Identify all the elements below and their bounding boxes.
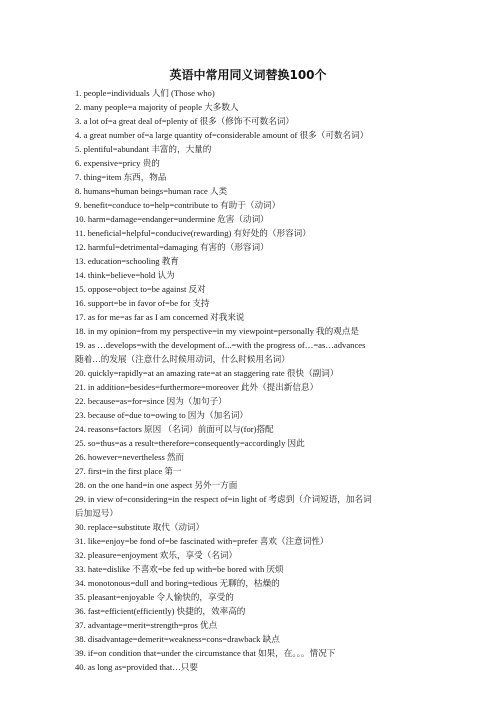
synonym-entry: 35. pleasant=enjoyable 令人愉快的，享受的 xyxy=(75,592,234,602)
synonym-entry: 14. think=believe=hold 认为 xyxy=(75,270,175,280)
synonym-entry: 12. harmful=detrimental=damaging 有害的（形容词） xyxy=(75,242,269,252)
document-title: 英语中常用同义词替换100个 xyxy=(169,68,327,82)
synonym-entry: 后加逗号） xyxy=(75,508,118,518)
synonym-entry: 28. on the one hand=in one aspect 另外一方面 xyxy=(75,480,238,490)
synonym-entry: 38. disadvantage=demerit=weakness=cons=drawback 缺点 xyxy=(75,634,280,644)
synonym-entry: 15. oppose=object to=be against 反对 xyxy=(75,284,206,294)
synonym-entry: 随着…的发展（注意什么时候用动词，什么时候用名词） xyxy=(75,354,290,364)
synonym-entry: 26. however=nevertheless 然而 xyxy=(75,452,185,462)
synonym-entry: 29. in view of=considering=in the respect of=in light of 考虑到（介词短语，加名词 xyxy=(75,494,372,504)
synonym-entry: 1. people=individuals 人们 (Those who) xyxy=(75,88,215,98)
synonym-entry: 32. pleasure=enjoyment 欢乐，享受（名词） xyxy=(75,550,238,560)
synonym-entry: 19. as …develops=with the development of...=with the progress of…=as…advances xyxy=(75,340,366,350)
synonym-entry: 33. hate=dislike 不喜欢=be fed up with=be bored with 厌烦 xyxy=(75,564,284,574)
synonym-entry: 31. like=enjoy=be fond of=be fascinated with=prefer 喜欢（注意词性） xyxy=(75,536,329,546)
synonym-entry: 16. support=be in favor of=be for 支持 xyxy=(75,298,210,308)
synonym-entry: 22. because=as=for=since 因为（加句子） xyxy=(75,396,227,406)
synonym-entry: 10. harm=damage=endanger=undermine 危害（动词） xyxy=(75,214,269,224)
synonym-entry: 23. because of=due to=owing to 因为（加名词） xyxy=(75,410,248,420)
synonym-entry: 25. so=thus=as a result=therefore=consequently=accordingly 因此 xyxy=(75,438,305,448)
synonym-entry: 37. advantage=merit=strength=pros 优点 xyxy=(75,620,218,630)
synonym-list xyxy=(75,86,425,674)
synonym-entry: 39. if=on condition that=under the circumstance that 如果，在。。。情况下 xyxy=(75,648,336,658)
synonym-entry: 36. fast=efficient(efficiently) 快捷的，效率高的 xyxy=(75,606,246,616)
synonym-entry: 24. reasons=factors 原因 （名词）前面可以与(for)搭配 xyxy=(75,424,274,434)
synonym-entry: 40. as long as=provided that…只要 xyxy=(75,662,198,672)
synonym-entry: 3. a lot of=a great deal of=plenty of 很多（修饰不可数名词） xyxy=(75,116,295,126)
synonym-entry: 11. beneficial=helpful=conducive(rewarding) 有好处的（形容词） xyxy=(75,228,311,238)
synonym-entry: 21. in addition=besides=furthermore=moreover 此外（提出新信息） xyxy=(75,382,319,392)
synonym-entry: 17. as for me=as far as I am concerned 对我来说 xyxy=(75,312,245,322)
synonym-entry: 8. humans=human beings=human race 人类 xyxy=(75,186,228,196)
synonym-entry: 18. in my opinion=from my perspective=in my viewpoint=personally 我的观点是 xyxy=(75,326,360,336)
synonym-entry: 4. a great number of=a large quantity of=considerable amount of 很多（可数名词） xyxy=(75,130,369,140)
synonym-entry: 6. expensive=pricy 贵的 xyxy=(75,158,160,168)
synonym-entry: 27. first=in the first place 第一 xyxy=(75,466,182,476)
synonym-entry: 7. thing=item 东西，物品 xyxy=(75,172,167,182)
synonym-entry: 30. replace=substitute 取代（动词） xyxy=(75,522,205,532)
synonym-entry: 34. monotonous=dull and boring=tedious 无聊的，枯燥的 xyxy=(75,578,280,588)
synonym-entry: 2. many people=a majority of people 大多数人 xyxy=(75,102,239,112)
synonym-entry: 5. plentiful=abundant 丰富的，大量的 xyxy=(75,144,212,154)
synonym-entry: 13. education=schooling 教育 xyxy=(75,256,179,266)
synonym-entry: 9. benefit=conduce to=help=contribute to 有助于（动词） xyxy=(75,200,281,210)
synonym-entry: 20. quickly=rapidly=at an amazing rate=at an staggering rate 很快（副词） xyxy=(75,368,339,378)
